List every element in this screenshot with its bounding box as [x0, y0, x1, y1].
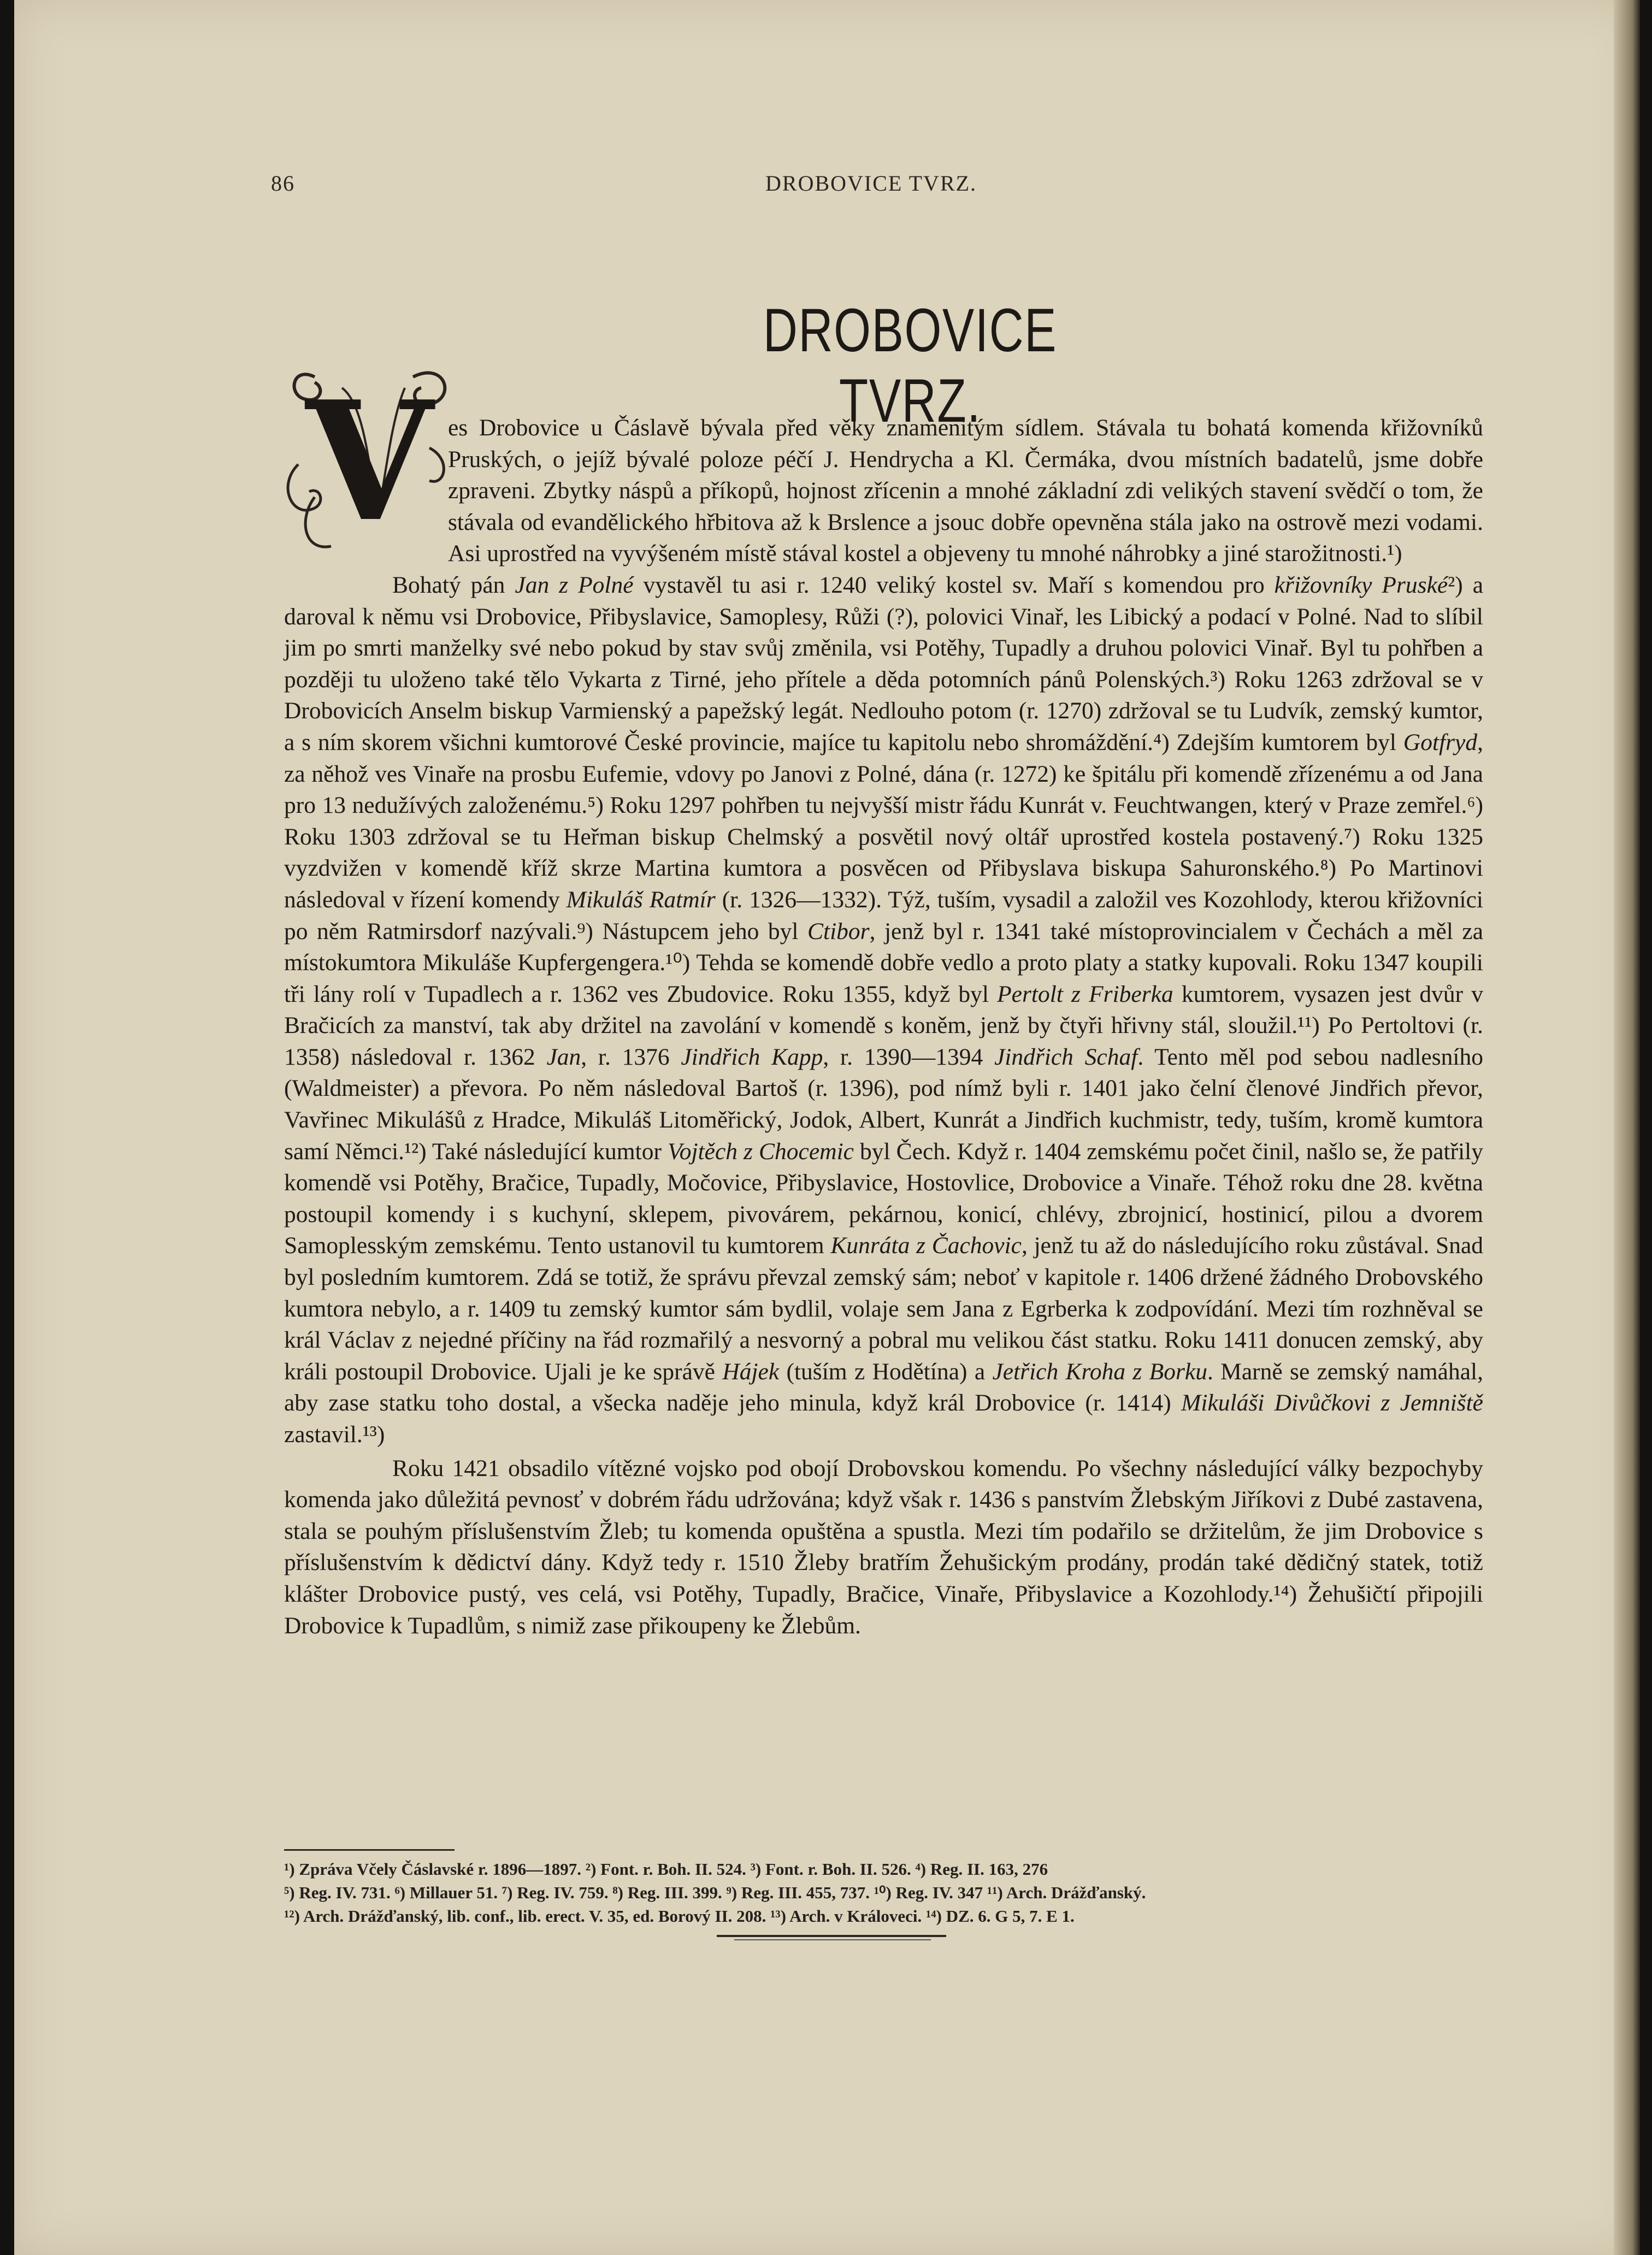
- footnotes: [284, 1857, 1486, 1928]
- running-title: DROBOVICE TVRZ.: [765, 171, 977, 196]
- footnote-line: ⁵) Reg. IV. 731. ⁶) Millauer 51. ⁷) Reg. IV. 759. ⁸) Reg. III. 399. ⁹) Reg. III. 455, 737. ¹⁰) Reg. IV. 347 ¹¹) Arch. Drážďanský.: [284, 1883, 1146, 1902]
- paragraph-2: Bohatý pán Jan z Polné vystavěl tu asi r. 1240 veliký kostel sv. Maří s komendou pro křižovníky Pruské²) a daroval k němu vsi Drobovice, Přibyslavice, Samoplesy, Růži (?), polovici Vinař, les Libický a podací v Polné. Nad to slíbil jim po smrti manželky své nebo pokud by stav svůj změnila, vsi Potěhy, Tupadly a druhou polovici Vinař. Byl tu pohřben a později tu uloženo také tělo Vykarta z Tirné, jeho přítele a děda potomních pánů Polenských.³) Roku 1263 zdržoval se v Drobovicích Anselm biskup Varmienský a papežský legát. Nedlouho potom (r. 1270) zdržoval se tu Ludvík, zemský kumtor, a s ním skorem všichni kumtorové České provincie, majíce tu kapitolu nebo shromáždění.⁴) Zdejším kumtorem byl Gotfryd, za něhož ves Vinaře na prosbu Eufemie, vdovy po Janovi z Polné, dána (r. 1272) ke špitálu při komendě zřízenému a od Jana pro 13 nedužívých založenému.⁵) Roku 1297 pohřben tu nejvyšší mistr řádu Kunrát v. Feuchtwangen, který v Praze zemřel.⁶) Roku 1303 zdržoval se tu Heřman biskup Chelmský a posvětil nový oltář uprostřed kostela postavený.⁷) Roku 1325 vyzdvižen v komendě kříž skrze Martina kumtora a posvěcen od Přibyslava biskupa Sahuronského.⁸) Po Martinovi následoval v řízení komendy Mikuláš Ratmír (r. 1326—1332). Týž, tuším, vysadil a založil ves Kozohlody, kterou křižovníci po něm Ratmirsdorf nazývali.⁹) Nástupcem jeho byl Ctibor, jenž byl r. 1341 také místoprovincialem v Čechách a měl za místokumtora Mikuláše Kupfergengera.¹⁰) Tehda se komendě dobře vedlo a proto platy a statky kupovali. Roku 1347 koupili tři lány rolí v Tupadlech a r. 1362 ves Zbudovice. Roku 1355, když byl Pertolt z Friberka kumtorem, vysazen jest dvůr v Bračicích za manství, tak aby držitel na zavolání v komendě s koněm, jenž by čtyři hřivny stál, sloužil.¹¹) Po Pertoltovi (r. 1358) následoval r. 1362 Jan, r. 1376 Jindřich Kapp, r. 1390—1394 Jindřich Schaf. Tento měl pod sebou nadlesního (Waldmeister) a převora. Po něm následoval Bartoš (r. 1396), pod nímž byli r. 1401 jako čelní členové Jindřich převor, Vavřinec Mikulášů z Hradce, Mikuláš Litoměřický, Jodok, Albert, Kunrát a Jindřich kuchmistr, tedy, tuším, kromě kumtora samí Němci.¹²) Také následující kumtor Vojtěch z Chocemic byl Čech. Když r. 1404 zemskému počet činil, našlo se, že patřily komendě vsi Potěhy, Bračice, Tupadly, Močovice, Přibyslavice, Hostovlice, Drobovice a Vinaře. Téhož roku dne 28. května postoupil komendy i s kuchyní, sklepem, pivovárem, pekárnou, konicí, chlévy, zbrojnicí, hostinicí, pilou a dvorem Samoplesským zemskému. Tento ustanovil tu kumtorem Kunráta z Čachovic, jenž tu až do následujícího roku zůstával. Snad byl posledním kumtorem. Zdá se totiž, že správu převzal zemský sám; neboť v kapitole r. 1406 držené žádného Drobovského kumtora nebylo, a r. 1409 tu zemský kumtor sám bydlil, volaje sem Jana z Egrberka k zodpovídání. Mezi tím rozhněval se král Václav z nejedné příčiny na řád rozmařilý a nesvorný a pobral mu velikou část statku. Roku 1411 donucen zemský, aby králi postoupil Drobovice. Ujali je ke správě Hájek (tuším z Hodětína) a Jetřich Kroha z Borku. Marně se zemský namáhal, aby zase statku toho dostal, a všecka naděje jeho minula, když král Drobovice (r. 1414) Mikuláši Divůčkovi z Jemniště zastavil.¹³): [284, 571, 1484, 1448]
- book-page: [14, 0, 1640, 2255]
- paragraph-1: es Drobovice u Čáslavě bývala před věky znamenitým sídlem. Stávala tu bohatá komenda křižovníků Pruských, o jejíž bývalé poloze péčí J. Hendrycha a Kl. Čermáka, dvou místních badatelů, jsme dobře zpraveni. Zbytky náspů a příkopů, hojnost zřícenin a mnohé základní zdi velikých stavení svědčí o tom, že stávala od evandělického hřbitova až k Brslence a jsouc dobře opevněna stála jako na ostrově mezi vodami. Asi uprostřed na vyvýšeném místě stával kostel a objeveny tu mnohé náhrobky a jiné starožitnosti.¹): [448, 415, 1483, 567]
- footnote-line: ¹) Zpráva Včely Čáslavské r. 1896—1897. ²) Font. r. Boh. II. 524. ³) Font. r. Boh. II. 526. ⁴) Reg. II. 163, 276: [284, 1860, 1048, 1879]
- running-header: [14, 170, 1640, 203]
- article-body: [284, 412, 1483, 1642]
- end-ornament-rule-thin: [734, 1939, 931, 1940]
- initial-letter: V: [305, 365, 433, 558]
- page-number: 86: [271, 171, 295, 196]
- footnote-line: ¹²) Arch. Drážďanský, lib. conf., lib. erect. V. 35, ed. Borový II. 208. ¹³) Arch. v Královeci. ¹⁴) DZ. 6. G 5, 7. E 1.: [284, 1906, 1075, 1926]
- footnote-rule: [284, 1849, 455, 1851]
- end-ornament-rule: [717, 1935, 946, 1937]
- chapter-title: DROBOVICE TVRZ.: [763, 296, 1058, 435]
- page-spine-edge: [1614, 0, 1640, 2255]
- paragraph-3: Roku 1421 obsadilo vítězné vojsko pod obojí Drobovskou komendu. Po všechny následující války bezpochyby komenda jako důležitá pevnosť v dobrém řádu udržována; když však r. 1436 s panstvím Žlebským Jiříkovi z Dubé zastavena, stala se pouhým příslušenstvím Žleb; tu komenda opuštěna a spustla. Mezi tím podařilo se držitelům, že jim Drobovice s příslušenstvím k dědictví dány. Když tedy r. 1510 Žleby bratřím Žehušickým prodány, prodán také dědičný statek, totiž klášter Drobovice pustý, ves celá, vsi Potěhy, Tupadly, Bračice, Vinaře, Přibyslavice a Kozohlody.¹⁴) Žehušičtí připojili Drobovice k Tupadlům, s nimiž zase přikoupeny ke Žlebům.: [284, 1455, 1483, 1639]
